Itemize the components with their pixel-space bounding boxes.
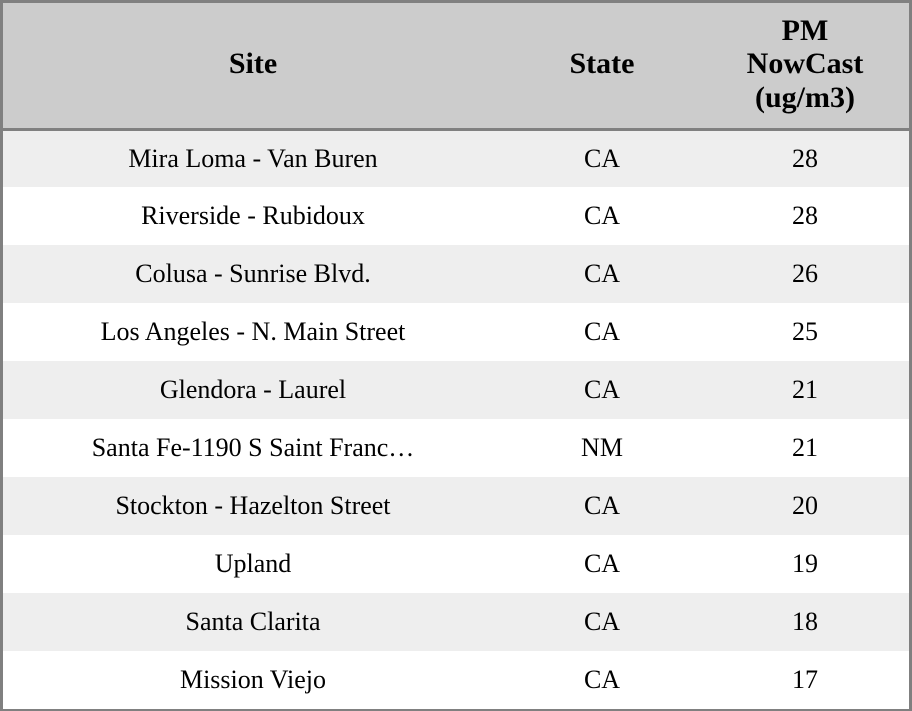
column-header-pm-line2: NowCast (746, 47, 864, 81)
cell-site: Los Angeles - N. Main Street (100, 317, 406, 346)
cell-pm-nowcast: 19 (792, 549, 818, 578)
column-header-pm-line3: (ug/m3) (755, 81, 855, 115)
cell-site: Santa Fe-1190 S Saint Franc… (91, 433, 415, 462)
cell-site: Mira Loma - Van Buren (128, 143, 378, 173)
cell-pm-nowcast: 21 (792, 433, 818, 462)
cell-site: Mission Viejo (179, 665, 327, 694)
cell-state: CA (583, 375, 621, 404)
cell-state: CA (583, 143, 621, 173)
cell-site: Stockton - Hazelton Street (115, 491, 391, 520)
table-row[interactable] (3, 129, 909, 187)
cell-site: Riverside - Rubidoux (141, 201, 365, 230)
table-row[interactable] (3, 477, 909, 535)
table-header (3, 3, 909, 129)
air-quality-table (3, 3, 909, 709)
table-row[interactable] (3, 419, 909, 477)
table-row[interactable] (3, 651, 909, 709)
cell-site: Upland (214, 549, 292, 578)
cell-pm-nowcast: 20 (792, 491, 818, 520)
cell-site: Santa Clarita (185, 607, 321, 636)
cell-site: Colusa - Sunrise Blvd. (135, 259, 371, 288)
cell-pm-nowcast: 25 (792, 317, 818, 346)
cell-site: Glendora - Laurel (159, 375, 347, 404)
cell-state: CA (583, 317, 621, 346)
cell-state: CA (583, 259, 621, 288)
table-row[interactable] (3, 245, 909, 303)
cell-state: CA (583, 201, 621, 230)
column-header-pm-line1: PM (781, 13, 829, 47)
column-header-site[interactable]: Site (3, 3, 503, 129)
cell-state: CA (583, 549, 621, 578)
header-row (3, 3, 909, 129)
cell-state: CA (583, 665, 621, 694)
cell-state: CA (583, 491, 621, 520)
cell-pm-nowcast: 21 (792, 375, 818, 404)
cell-pm-nowcast: 26 (792, 259, 818, 288)
table-row[interactable] (3, 361, 909, 419)
table-body (3, 129, 909, 709)
table-row[interactable] (3, 535, 909, 593)
cell-pm-nowcast: 17 (792, 665, 818, 694)
cell-pm-nowcast: 28 (792, 201, 818, 230)
cell-pm-nowcast: 28 (792, 143, 818, 173)
table-row[interactable] (3, 593, 909, 651)
table-row[interactable] (3, 303, 909, 361)
cell-state: CA (583, 607, 621, 636)
column-header-pm-nowcast[interactable] (701, 3, 909, 129)
column-header-state[interactable]: State (503, 3, 701, 129)
cell-pm-nowcast: 18 (792, 607, 818, 636)
table-row[interactable] (3, 187, 909, 245)
cell-state: NM (581, 433, 623, 462)
